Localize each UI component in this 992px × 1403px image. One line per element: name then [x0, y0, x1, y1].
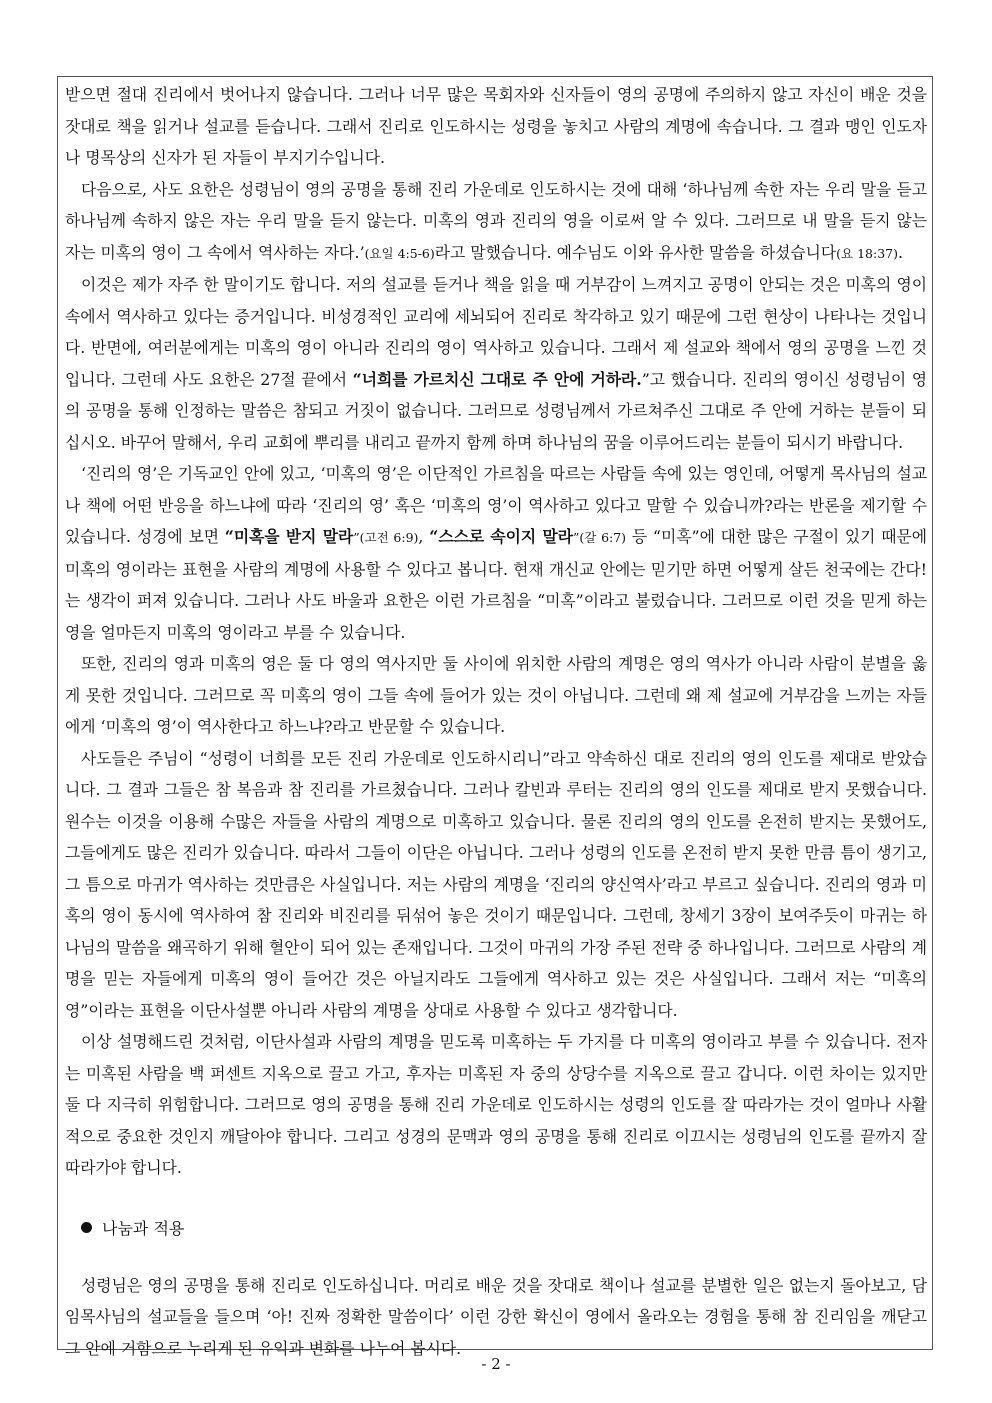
paragraph-1: 받으면 절대 진리에서 벗어나지 않습니다. 그러나 너무 많은 목회자와 신자들이 영의 공명에 주의하지 않고 자신이 배운 것을 잣대로 책을 읽거나 설교를 듣습니다. 그래서 진리로 인도하시는 성령을 놓치고 사람의 계명에 속습니다. 그 결과 맹인 인도자나 명목상의 신자가 된 자들이 부지기수입니다. — [65, 85, 927, 167]
paragraph-3: 이것은 제가 자주 한 말이기도 합니다. 저의 설교를 듣거나 책을 읽을 때 거부감이 느껴지고 공명이 안되는 것은 미혹의 영이 속에서 역사하고 있다는 증거입니다. 비성경적인 교리에 세뇌되어 진리로 착각하고 있기 때문에 그런 현상이 나타나는 것입니다. 반면에, 여러분에게는 미혹의 영이 아니라 진리의 영이 역사하고 있습니다. 그래서 제 설교와 책에서 영의 공명을 느낀 것입니다. 그런데 사도 요한은 27절 끝에서 “너희를 가르치신 그대로 주 안에 거하라.”고 했습니다. 진리의 영이신 성령님이 영의 공명을 통해 인정하는 말씀은 참되고 거짓이 없습니다. 그러므로 성령님께서 가르쳐주신 그대로 주 안에 거하는 분들이 되십시오. 바꾸어 말해서, 우리 교회에 뿌리를 내리고 끝까지 함께 하며 하나님의 꿈을 이루어드리는 분들이 되시기 바랍니다. — [65, 275, 927, 452]
scripture-ref: ”(갈 6:7) — [572, 530, 627, 545]
scripture-ref: (요 18:37) — [836, 245, 898, 261]
paragraph-2: 다음으로, 사도 요한은 성령님이 영의 공명을 통해 진리 가운데로 인도하시는 것에 대해 ‘하나님께 속한 자는 우리 말을 듣고 하나님께 속하지 않은 자는 우리 말을 듣지 않는다. 미혹의 영과 진리의 영을 이로써 알 수 있다. 그러므로 내 말을 듣지 않는 자는 미혹의 영이 그 속에서 역사하는 자다.’(요일 4:5-6)라고 말했습니다. 예수님도 이와 유사한 말씀을 하셨습니다(요 18:37). — [65, 179, 927, 262]
paragraph-5: 또한, 진리의 영과 미혹의 영은 둘 다 영의 역사지만 둘 사이에 위치한 사람의 계명은 영의 역사가 아니라 사람이 분별을 옳게 못한 것입니다. 그러므로 꼭 미혹의 영이 그들 속에 들어가 있는 것이 아닙니다. 그런데 왜 제 설교에 거부감을 느끼는 자들에게 ‘미혹의 영’이 역사한다고 하느냐?라고 반문할 수 있습니다. — [65, 654, 927, 736]
paragraph-6: 사도들은 주님이 “성령이 너희를 모든 진리 가운데로 인도하시리니”라고 약속하신 대로 진리의 영의 인도를 제대로 받았습니다. 그 결과 그들은 참 복음과 참 진리를 가르쳤습니다. 그러나 칼빈과 루터는 진리의 영의 인도를 제대로 받지 못했습니다. 원수는 이것을 이용해 수많은 자들을 사람의 계명으로 미혹하고 있습니다. 물론 진리의 영의 인도를 온전히 받지는 못했어도, 그들에게도 많은 진리가 있습니다. 따라서 그들이 이단은 아닙니다. 그러나 성령의 인도를 온전히 받지 못한 만큼 틈이 생기고, 그 틈으로 마귀가 역사하는 것만큼은 사실입니다. 저는 사람의 계명을 ‘진리의 양신역사’라고 부르고 싶습니다. 진리의 영과 미혹의 영이 동시에 역사하여 참 진리와 비진리를 뒤섞어 놓은 것이기 때문입니다. 그런데, 창세기 3장이 보여주듯이 마귀는 하나님의 말씀을 왜곡하기 위해 혈안이 되어 있는 존재입니다. 그것이 마귀의 가장 주된 전략 중 하나입니다. 그러므로 사람의 계명을 믿는 자들에게 미혹의 영이 들어간 것은 아닐지라도 그들에게 역사하고 있는 것은 사실입니다. 그래서 저는 “미혹의 영”이라는 표현을 이단사설뿐 아니라 사람의 계명을 상대로 사용할 수 있다고 생각합니다. — [65, 748, 927, 1020]
sharing-paragraph: 성령님은 영의 공명을 통해 진리로 인도하십니다. 머리로 배운 것을 잣대로 책이나 설교를 분별한 일은 없는지 돌아보고, 담임목사님의 설교들을 들으며 ‘아! 진짜 정확한 말씀이다’ 이런 강한 확신이 영에서 올라오는 경험을 통해 참 진리임을 깨닫고 그 안에 거함으로 누리게 된 유익과 변화를 나누어 봅시다. — [65, 1275, 927, 1358]
section-heading — [65, 1212, 927, 1243]
page-number: - 2 - — [481, 1355, 511, 1373]
scripture-ref: (요일 4:5-6) — [364, 245, 435, 261]
paragraph-4: ‘진리의 영’은 기독교인 안에 있고, ‘미혹의 영’은 이단적인 가르침을 따르는 사람들 속에 있는 영인데, 어떻게 목사님의 설교나 책에 어떤 반응을 하느냐에 따라 ‘진리의 영’ 혹은 ‘미혹의 영’이 역사하고 있다고 말할 수 있습니까?라는 반론을 제기할 수 있습니다. 성경에 보면 “미혹을 받지 말라”(고전 6:9), “스스로 속이지 말라”(갈 6:7) 등 “미혹”에 대한 많은 구절이 있기 때문에 미혹의 영이라는 표현을 사람의 계명에 사용할 수 있다고 봅니다. 현재 개신교 안에는 믿기만 하면 어떻게 살든 천국에는 간다!는 생각이 퍼져 있습니다. 그러나 사도 바울과 요한은 이런 가르침을 “미혹”이라고 불렀습니다. 그러므로 이런 것을 믿게 하는 영을 얼마든지 미혹의 영이라고 부를 수 있습니다. — [65, 464, 927, 642]
scripture-ref: ”(고전 6:9) — [353, 530, 419, 545]
emphasis-quote: “너희를 가르치신 그대로 주 안에 거하라. — [352, 369, 642, 389]
paragraph-7: 이상 설명해드린 것처럼, 이단사설과 사람의 계명을 믿도록 미혹하는 두 가지를 다 미혹의 영이라고 부를 수 있습니다. 전자는 미혹된 사람을 백 퍼센트 지옥으로 끌고 가고, 후자는 미혹된 자 중의 상당수를 지옥으로 끌고 갑니다. 이런 차이는 있지만 둘 다 지극히 위험합니다. 그러므로 영의 공명을 통해 진리 가운데로 인도하시는 성령의 인도를 잘 따라가는 것이 얼마나 사활적으로 중요한 것인지 깨달아야 합니다. 그리고 성경의 문맥과 영의 공명을 통해 진리로 이끄시는 성령님의 인도를 끝까지 잘 따라가야 합니다. — [65, 1032, 927, 1177]
bullet-icon — [81, 1222, 92, 1233]
section-title: 나눔과 적용 — [102, 1218, 185, 1238]
document-body — [65, 79, 927, 1364]
emphasis-quote: “미혹을 받지 말라 — [224, 527, 354, 546]
emphasis-quote: “스스로 속이지 말라 — [429, 527, 573, 546]
